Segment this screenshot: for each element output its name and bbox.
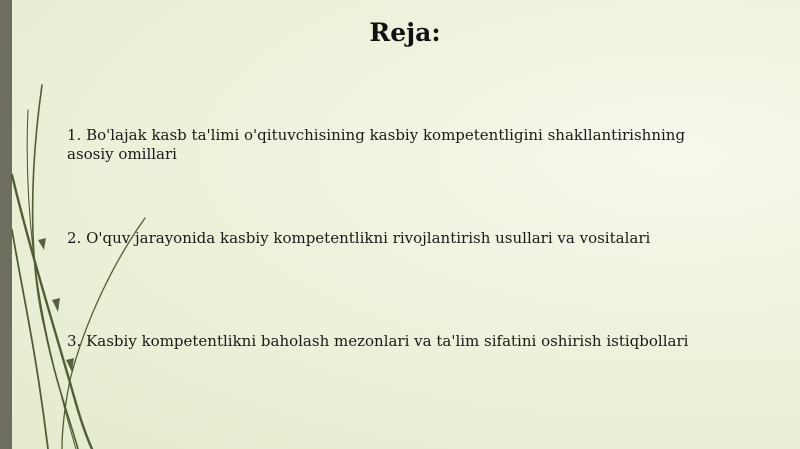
agenda-item-3: 3. Kasbiy kompetentlikni baholash mezonlari va ta'lim sifatini oshirish istiqbollari: [67, 332, 689, 350]
agenda-item-1: 1. Bo'lajak kasb ta'limi o'qituvchisining kasbiy kompetentligini shakllantirishning asosiy omillari: [67, 126, 686, 163]
slide-title: Reja:: [369, 18, 441, 47]
agenda-item-2: 2. O'quv jarayonida kasbiy kompetentlikni rivojlantirish usullari va vositalari: [67, 229, 651, 247]
